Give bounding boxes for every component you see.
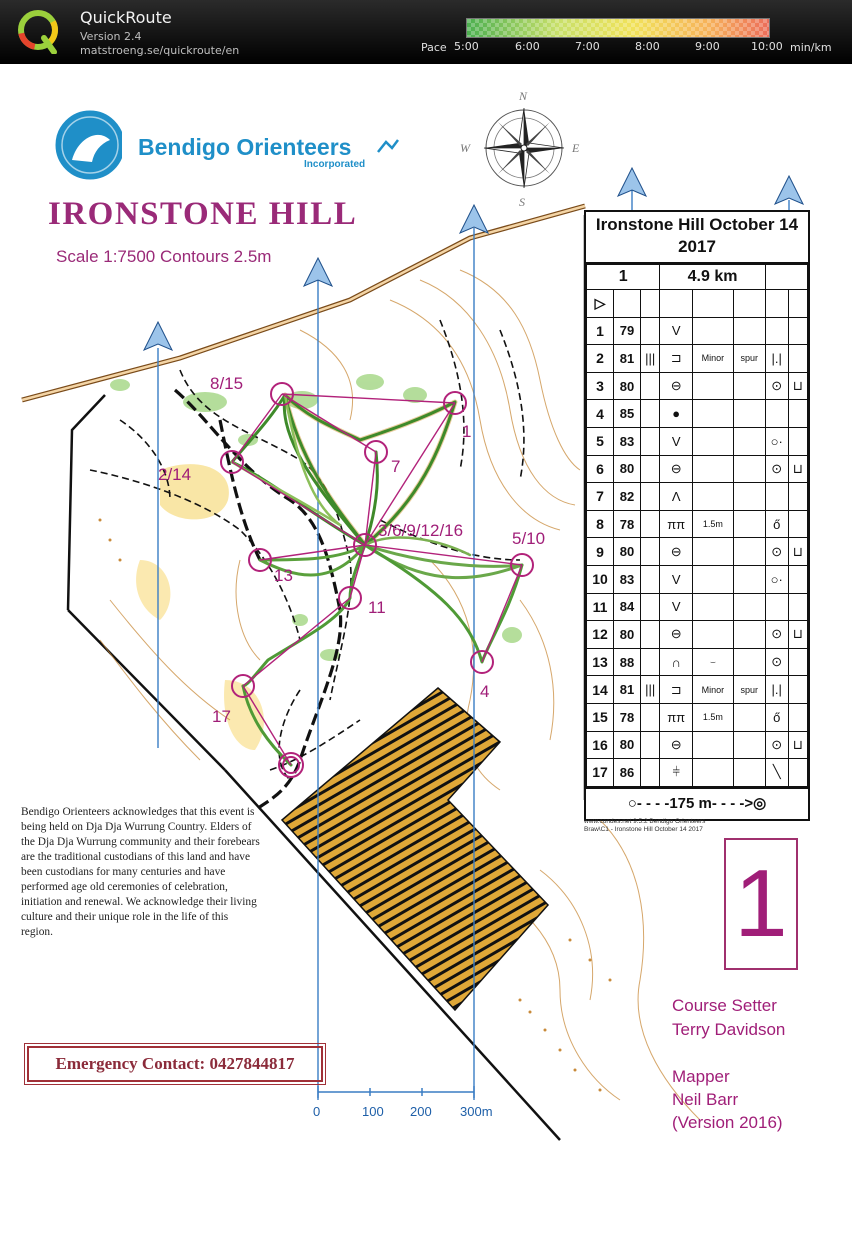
control-label: 8/15 xyxy=(210,374,244,393)
description-cell-g: ○· xyxy=(765,565,788,593)
control-label: 11 xyxy=(368,598,386,617)
description-cell-g xyxy=(765,400,788,428)
description-cell-f xyxy=(733,593,765,621)
description-cell-g: ○· xyxy=(765,427,788,455)
description-cell-h xyxy=(788,400,807,428)
control-label: 3/6/9/12/16 xyxy=(378,521,464,540)
description-cell-h xyxy=(788,510,807,538)
description-cell-code: 82 xyxy=(614,483,641,511)
description-cell-code: 80 xyxy=(614,455,641,483)
description-cell-code: 83 xyxy=(614,427,641,455)
description-cell-code: 84 xyxy=(614,593,641,621)
mapper-version: (Version 2016) xyxy=(672,1113,783,1132)
description-row xyxy=(587,317,808,345)
pace-tick: 6:00 xyxy=(515,40,540,53)
description-cell-c xyxy=(641,427,660,455)
description-cell-h: ⊔ xyxy=(788,731,807,759)
control-label: 7 xyxy=(391,457,401,476)
control-label: 5/10 xyxy=(512,529,546,548)
description-cell-f xyxy=(733,759,765,787)
description-cell-d: ⊐ xyxy=(660,676,693,704)
description-cell-num: 16 xyxy=(587,731,614,759)
description-cell-d: ⊖ xyxy=(660,731,693,759)
control-label: 13 xyxy=(274,566,293,585)
emergency-contact: Emergency Contact: 0427844817 xyxy=(27,1046,323,1082)
description-cell-num: 7 xyxy=(587,483,614,511)
description-cell-g xyxy=(765,593,788,621)
description-row xyxy=(587,759,808,787)
course-number-box: 1 xyxy=(724,838,798,970)
description-cell-e: ⌣ xyxy=(693,648,734,676)
description-cell-c xyxy=(641,317,660,345)
description-row xyxy=(587,621,808,649)
description-cell-d: V xyxy=(660,317,693,345)
description-cell-h: ⊔ xyxy=(788,455,807,483)
description-cell-f xyxy=(733,372,765,400)
control-label: 17 xyxy=(212,707,231,726)
description-cell-g: ⊙ xyxy=(765,538,788,566)
description-cell-d: V xyxy=(660,427,693,455)
description-cell-num: 4 xyxy=(587,400,614,428)
description-cell-h xyxy=(788,759,807,787)
description-cell-e xyxy=(693,372,734,400)
scale-label: 300m xyxy=(460,1104,493,1119)
description-cell-num: 1 xyxy=(587,317,614,345)
description-row xyxy=(587,455,808,483)
pace-tick: 10:00 xyxy=(751,40,783,53)
description-cell-code: 88 xyxy=(614,648,641,676)
description-cell-h xyxy=(788,676,807,704)
description-cell-d: ∩ xyxy=(660,648,693,676)
description-row xyxy=(587,676,808,704)
course-id: 1 xyxy=(587,265,660,290)
description-cell-num: 13 xyxy=(587,648,614,676)
description-cell-code: 86 xyxy=(614,759,641,787)
description-cell-e xyxy=(693,538,734,566)
description-cell-code: 80 xyxy=(614,731,641,759)
compass-south: S xyxy=(519,195,525,209)
description-cell-code: 81 xyxy=(614,345,641,373)
description-cell-num: 15 xyxy=(587,703,614,731)
description-cell-code: 81 xyxy=(614,676,641,704)
scale-label: 200 xyxy=(410,1104,432,1119)
description-cell-h xyxy=(788,565,807,593)
start-triangle-icon: ▷ xyxy=(587,290,614,318)
description-cell-num: 5 xyxy=(587,427,614,455)
description-cell-f xyxy=(733,400,765,428)
description-cell-f xyxy=(733,317,765,345)
pace-label: Pace xyxy=(421,41,447,54)
description-cell-g: ⊙ xyxy=(765,731,788,759)
description-cell-num: 8 xyxy=(587,510,614,538)
description-cell-h xyxy=(788,317,807,345)
description-cell-h xyxy=(788,427,807,455)
description-cell-code: 78 xyxy=(614,703,641,731)
description-cell-g: ⊙ xyxy=(765,648,788,676)
description-row xyxy=(587,483,808,511)
description-cell-num: 3 xyxy=(587,372,614,400)
description-cell-e xyxy=(693,621,734,649)
description-row xyxy=(587,345,808,373)
description-cell-e xyxy=(693,593,734,621)
control-label: 1 xyxy=(462,422,472,441)
pace-gradient-legend xyxy=(466,18,770,38)
description-cell-c xyxy=(641,372,660,400)
description-cell-num: 11 xyxy=(587,593,614,621)
description-cell-f xyxy=(733,510,765,538)
app-name: QuickRoute xyxy=(80,8,172,27)
description-cell-num: 6 xyxy=(587,455,614,483)
control-label: 4 xyxy=(480,682,490,701)
description-cell-e xyxy=(693,455,734,483)
description-row xyxy=(587,400,808,428)
description-cell-c: ||| xyxy=(641,676,660,704)
description-cell-c xyxy=(641,400,660,428)
description-cell-f xyxy=(733,427,765,455)
description-cell-c xyxy=(641,731,660,759)
mapper-name: Neil Barr xyxy=(672,1090,739,1109)
app-version: Version 2.4 xyxy=(80,30,142,43)
description-cell-d: V xyxy=(660,593,693,621)
description-cell-c xyxy=(641,483,660,511)
description-cell-h xyxy=(788,703,807,731)
control-label: 2/14 xyxy=(158,465,192,484)
description-cell-e: Minor xyxy=(693,676,734,704)
description-cell-code: 85 xyxy=(614,400,641,428)
description-cell-f xyxy=(733,621,765,649)
description-cell-d: ● xyxy=(660,400,693,428)
pace-unit: min/km xyxy=(790,41,832,54)
description-cell-h xyxy=(788,648,807,676)
description-cell-c xyxy=(641,648,660,676)
description-cell-c xyxy=(641,593,660,621)
pace-tick: 7:00 xyxy=(575,40,600,53)
description-cell-num: 9 xyxy=(587,538,614,566)
description-cell-f xyxy=(733,455,765,483)
description-title: Ironstone Hill October 14 2017 xyxy=(586,212,808,264)
condes-credit xyxy=(584,818,705,834)
description-cell-h: ⊔ xyxy=(788,621,807,649)
scale-label: 0 xyxy=(313,1104,321,1119)
compass-east: E xyxy=(572,141,580,155)
description-cell-c xyxy=(641,510,660,538)
course-length: 4.9 km xyxy=(660,265,766,290)
map-title: IRONSTONE HILL xyxy=(48,196,358,232)
description-cell-d: ππ xyxy=(660,703,693,731)
description-row xyxy=(587,731,808,759)
club-subtitle: Incorporated xyxy=(304,159,366,170)
description-cell-g: ⊙ xyxy=(765,455,788,483)
description-cell-d: ⊖ xyxy=(660,621,693,649)
description-cell-g: |.| xyxy=(765,676,788,704)
description-cell-g: ⊙ xyxy=(765,621,788,649)
description-cell-code: 80 xyxy=(614,621,641,649)
compass-west: W xyxy=(460,141,470,155)
description-row xyxy=(587,565,808,593)
description-cell-f xyxy=(733,731,765,759)
app-header xyxy=(0,0,852,64)
description-cell-code: 78 xyxy=(614,510,641,538)
description-cell-h: ⊔ xyxy=(788,538,807,566)
description-row xyxy=(587,648,808,676)
description-cell-d: ⫩ xyxy=(660,759,693,787)
description-cell-e xyxy=(693,565,734,593)
description-row xyxy=(587,538,808,566)
acknowledgement-text: Bendigo Orienteers acknowledges that this event is being held on Dja Dja Wurrung Country. Elders of the Dja Dja Wurrung community and their forebears are the traditional custodians of this land and have been custodians for many centuries and have performed age old ceremonies of celebration, initiation and renewal. We acknowledge their living culture and their unique role in the life of this region. xyxy=(21,806,260,938)
setter-name: Terry Davidson xyxy=(672,1020,786,1039)
map-scale: Scale 1:7500 Contours 2.5m xyxy=(56,247,272,266)
description-cell-num: 2 xyxy=(587,345,614,373)
quickroute-logo-icon xyxy=(16,8,60,54)
description-cell-e xyxy=(693,317,734,345)
description-cell-e xyxy=(693,427,734,455)
description-cell-g: ő xyxy=(765,703,788,731)
description-cell-c xyxy=(641,703,660,731)
description-cell-c xyxy=(641,621,660,649)
description-cell-g xyxy=(765,317,788,345)
compass-north: N xyxy=(519,89,528,103)
description-cell-e xyxy=(693,400,734,428)
condes-line: Braw\C1 - Ironstone Hill October 14 2017 xyxy=(584,826,703,833)
finish-instruction: ○- - - -175 m- - - ->◎ xyxy=(586,787,808,819)
setter-label: Course Setter xyxy=(672,996,777,1015)
description-cell-d: ⊖ xyxy=(660,455,693,483)
description-cell-g: ő xyxy=(765,510,788,538)
description-cell-e: 1.5m xyxy=(693,703,734,731)
description-cell-f xyxy=(733,565,765,593)
description-cell-d: Λ xyxy=(660,483,693,511)
description-cell-f xyxy=(733,648,765,676)
description-row xyxy=(587,427,808,455)
description-cell-num: 17 xyxy=(587,759,614,787)
description-row xyxy=(587,703,808,731)
description-cell-h xyxy=(788,345,807,373)
description-cell-d: ⊖ xyxy=(660,372,693,400)
description-cell-c xyxy=(641,538,660,566)
description-cell-num: 10 xyxy=(587,565,614,593)
description-cell-e: 1.5m xyxy=(693,510,734,538)
description-cell-code: 80 xyxy=(614,372,641,400)
condes-line: www.condes.net 9.5.2 Bendigo Orienteers xyxy=(584,818,706,825)
club-name: Bendigo Orienteers xyxy=(138,134,352,160)
description-cell-c xyxy=(641,455,660,483)
pace-tick: 9:00 xyxy=(695,40,720,53)
description-cell-code: 80 xyxy=(614,538,641,566)
description-row xyxy=(587,510,808,538)
description-cell-g: ⊙ xyxy=(765,372,788,400)
description-cell-d: ⊐ xyxy=(660,345,693,373)
description-cell-g: |.| xyxy=(765,345,788,373)
description-cell-e: Minor xyxy=(693,345,734,373)
description-cell-h xyxy=(788,483,807,511)
description-cell-num: 12 xyxy=(587,621,614,649)
pace-tick: 5:00 xyxy=(454,40,479,53)
description-cell-f xyxy=(733,483,765,511)
description-cell-e xyxy=(693,731,734,759)
pace-tick: 8:00 xyxy=(635,40,660,53)
description-row xyxy=(587,593,808,621)
description-cell-c xyxy=(641,565,660,593)
description-cell-c xyxy=(641,759,660,787)
description-cell-d: ⊖ xyxy=(660,538,693,566)
description-cell-num: 14 xyxy=(587,676,614,704)
mapper-label: Mapper xyxy=(672,1067,730,1086)
description-cell-c: ||| xyxy=(641,345,660,373)
description-cell-d: ππ xyxy=(660,510,693,538)
description-cell-e xyxy=(693,759,734,787)
control-description-sheet xyxy=(584,210,810,821)
app-url[interactable]: matstroeng.se/quickroute/en xyxy=(80,44,240,57)
description-cell-code: 83 xyxy=(614,565,641,593)
description-cell-f xyxy=(733,538,765,566)
description-cell-g: ╲ xyxy=(765,759,788,787)
description-cell-d: V xyxy=(660,565,693,593)
description-cell-f xyxy=(733,703,765,731)
description-cell-h: ⊔ xyxy=(788,372,807,400)
description-cell-h xyxy=(788,593,807,621)
description-cell-g xyxy=(765,483,788,511)
scale-label: 100 xyxy=(362,1104,384,1119)
description-row xyxy=(587,372,808,400)
description-cell-f: spur xyxy=(733,345,765,373)
description-cell-f: spur xyxy=(733,676,765,704)
description-cell-code: 79 xyxy=(614,317,641,345)
description-cell-e xyxy=(693,483,734,511)
